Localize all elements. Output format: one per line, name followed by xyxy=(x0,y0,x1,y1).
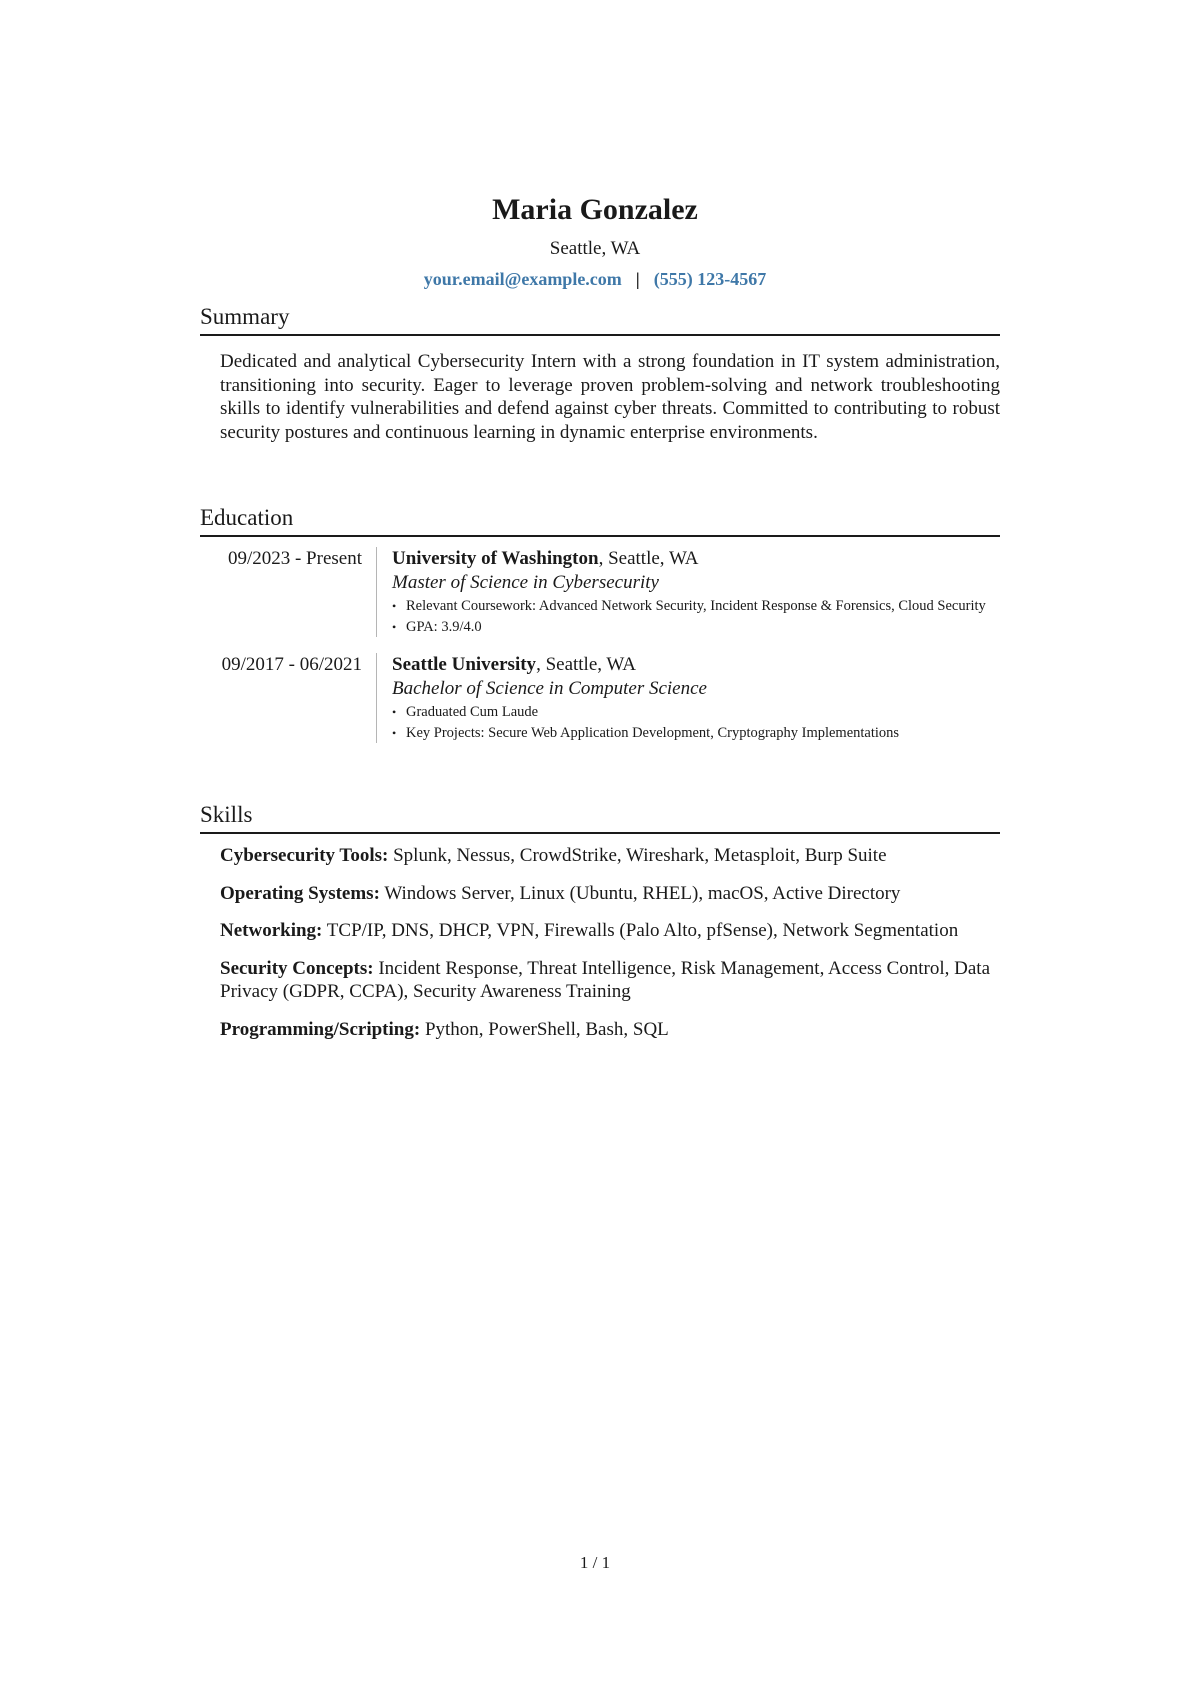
summary-text: Dedicated and analytical Cybersecurity Intern with a strong foundation in IT system administration, transitioning into security. Eager to leverage proven problem-solving and network troubleshooting skills to identify vulnerabilities and defend against cyber threats. Committed to contributing to robust security postures and continuous learning in dynamic enterprise environments. xyxy=(220,351,1000,443)
section-divider xyxy=(200,535,1000,537)
education-dates: 09/2017 - 06/2021 xyxy=(221,654,362,675)
skill-row xyxy=(220,1018,1000,1042)
education-bullets xyxy=(392,596,1000,637)
skill-row xyxy=(220,882,1000,906)
education-entry xyxy=(200,547,1000,637)
email-link[interactable]: your.email@example.com xyxy=(423,269,622,289)
section-title-skills: Skills xyxy=(200,802,253,827)
education-bullets xyxy=(392,702,1000,743)
skill-value: Python, PowerShell, Bash, SQL xyxy=(420,1018,669,1040)
summary-section xyxy=(200,302,1000,444)
education-bullet: • Key Projects: Secure Web Application Development, Cryptography Implementations xyxy=(392,723,1000,744)
skill-label: Networking: xyxy=(220,920,323,941)
section-divider xyxy=(200,334,1000,336)
education-institution-line xyxy=(392,547,1000,571)
education-bullet: • GPA: 3.9/4.0 xyxy=(392,617,1000,638)
skill-row xyxy=(220,957,1000,1004)
skill-row xyxy=(220,844,1000,868)
section-title-education: Education xyxy=(200,505,294,530)
skill-label: Cybersecurity Tools: xyxy=(220,845,389,866)
education-bullet: • Relevant Coursework: Advanced Network Security, Incident Response & Forensics, Cloud Security xyxy=(392,596,1000,617)
skill-value: TCP/IP, DNS, DHCP, VPN, Firewalls (Palo Alto, pfSense), Network Segmentation xyxy=(322,920,959,941)
section-title-summary: Summary xyxy=(200,304,290,329)
education-section xyxy=(200,503,1000,743)
skills-list xyxy=(220,844,1000,1041)
institution-location: , Seattle, WA xyxy=(536,654,636,675)
skill-value: Windows Server, Linux (Ubuntu, RHEL), macOS, Active Directory xyxy=(379,882,901,904)
skills-section xyxy=(200,800,1000,1055)
contact-separator: | xyxy=(635,269,640,289)
candidate-location: Seattle, WA xyxy=(549,238,641,259)
education-institution-line xyxy=(392,653,1000,677)
resume-header xyxy=(0,190,1190,292)
skill-label: Security Concepts: xyxy=(220,957,374,979)
education-bullet: • Graduated Cum Laude xyxy=(392,702,1000,723)
degree-title: Master of Science in Cybersecurity xyxy=(392,571,659,593)
skill-row xyxy=(220,919,1000,943)
education-details xyxy=(376,653,1000,743)
skill-value: Incident Response, Threat Intelligence, Risk Management, Access Control, Data Privacy (GDPR, CCPA), Security Awareness Training xyxy=(220,957,991,1002)
education-details xyxy=(376,547,1000,637)
skill-value: Splunk, Nessus, CrowdStrike, Wireshark, Metasploit, Burp Suite xyxy=(388,845,887,866)
page-number: 1 / 1 xyxy=(579,1553,611,1572)
institution-name: University of Washington xyxy=(392,548,599,569)
contact-line xyxy=(0,266,1190,292)
education-entry xyxy=(200,653,1000,743)
phone-link[interactable]: (555) 123-4567 xyxy=(653,269,767,289)
skill-label: Operating Systems: xyxy=(220,882,380,904)
institution-location: , Seattle, WA xyxy=(598,548,699,569)
skill-label: Programming/Scripting: xyxy=(220,1018,421,1040)
education-dates: 09/2023 - Present xyxy=(227,548,362,569)
candidate-name: Maria Gonzalez xyxy=(492,193,698,226)
institution-name: Seattle University xyxy=(392,654,537,675)
section-divider xyxy=(200,832,1000,834)
degree-title: Bachelor of Science in Computer Science xyxy=(392,677,707,699)
